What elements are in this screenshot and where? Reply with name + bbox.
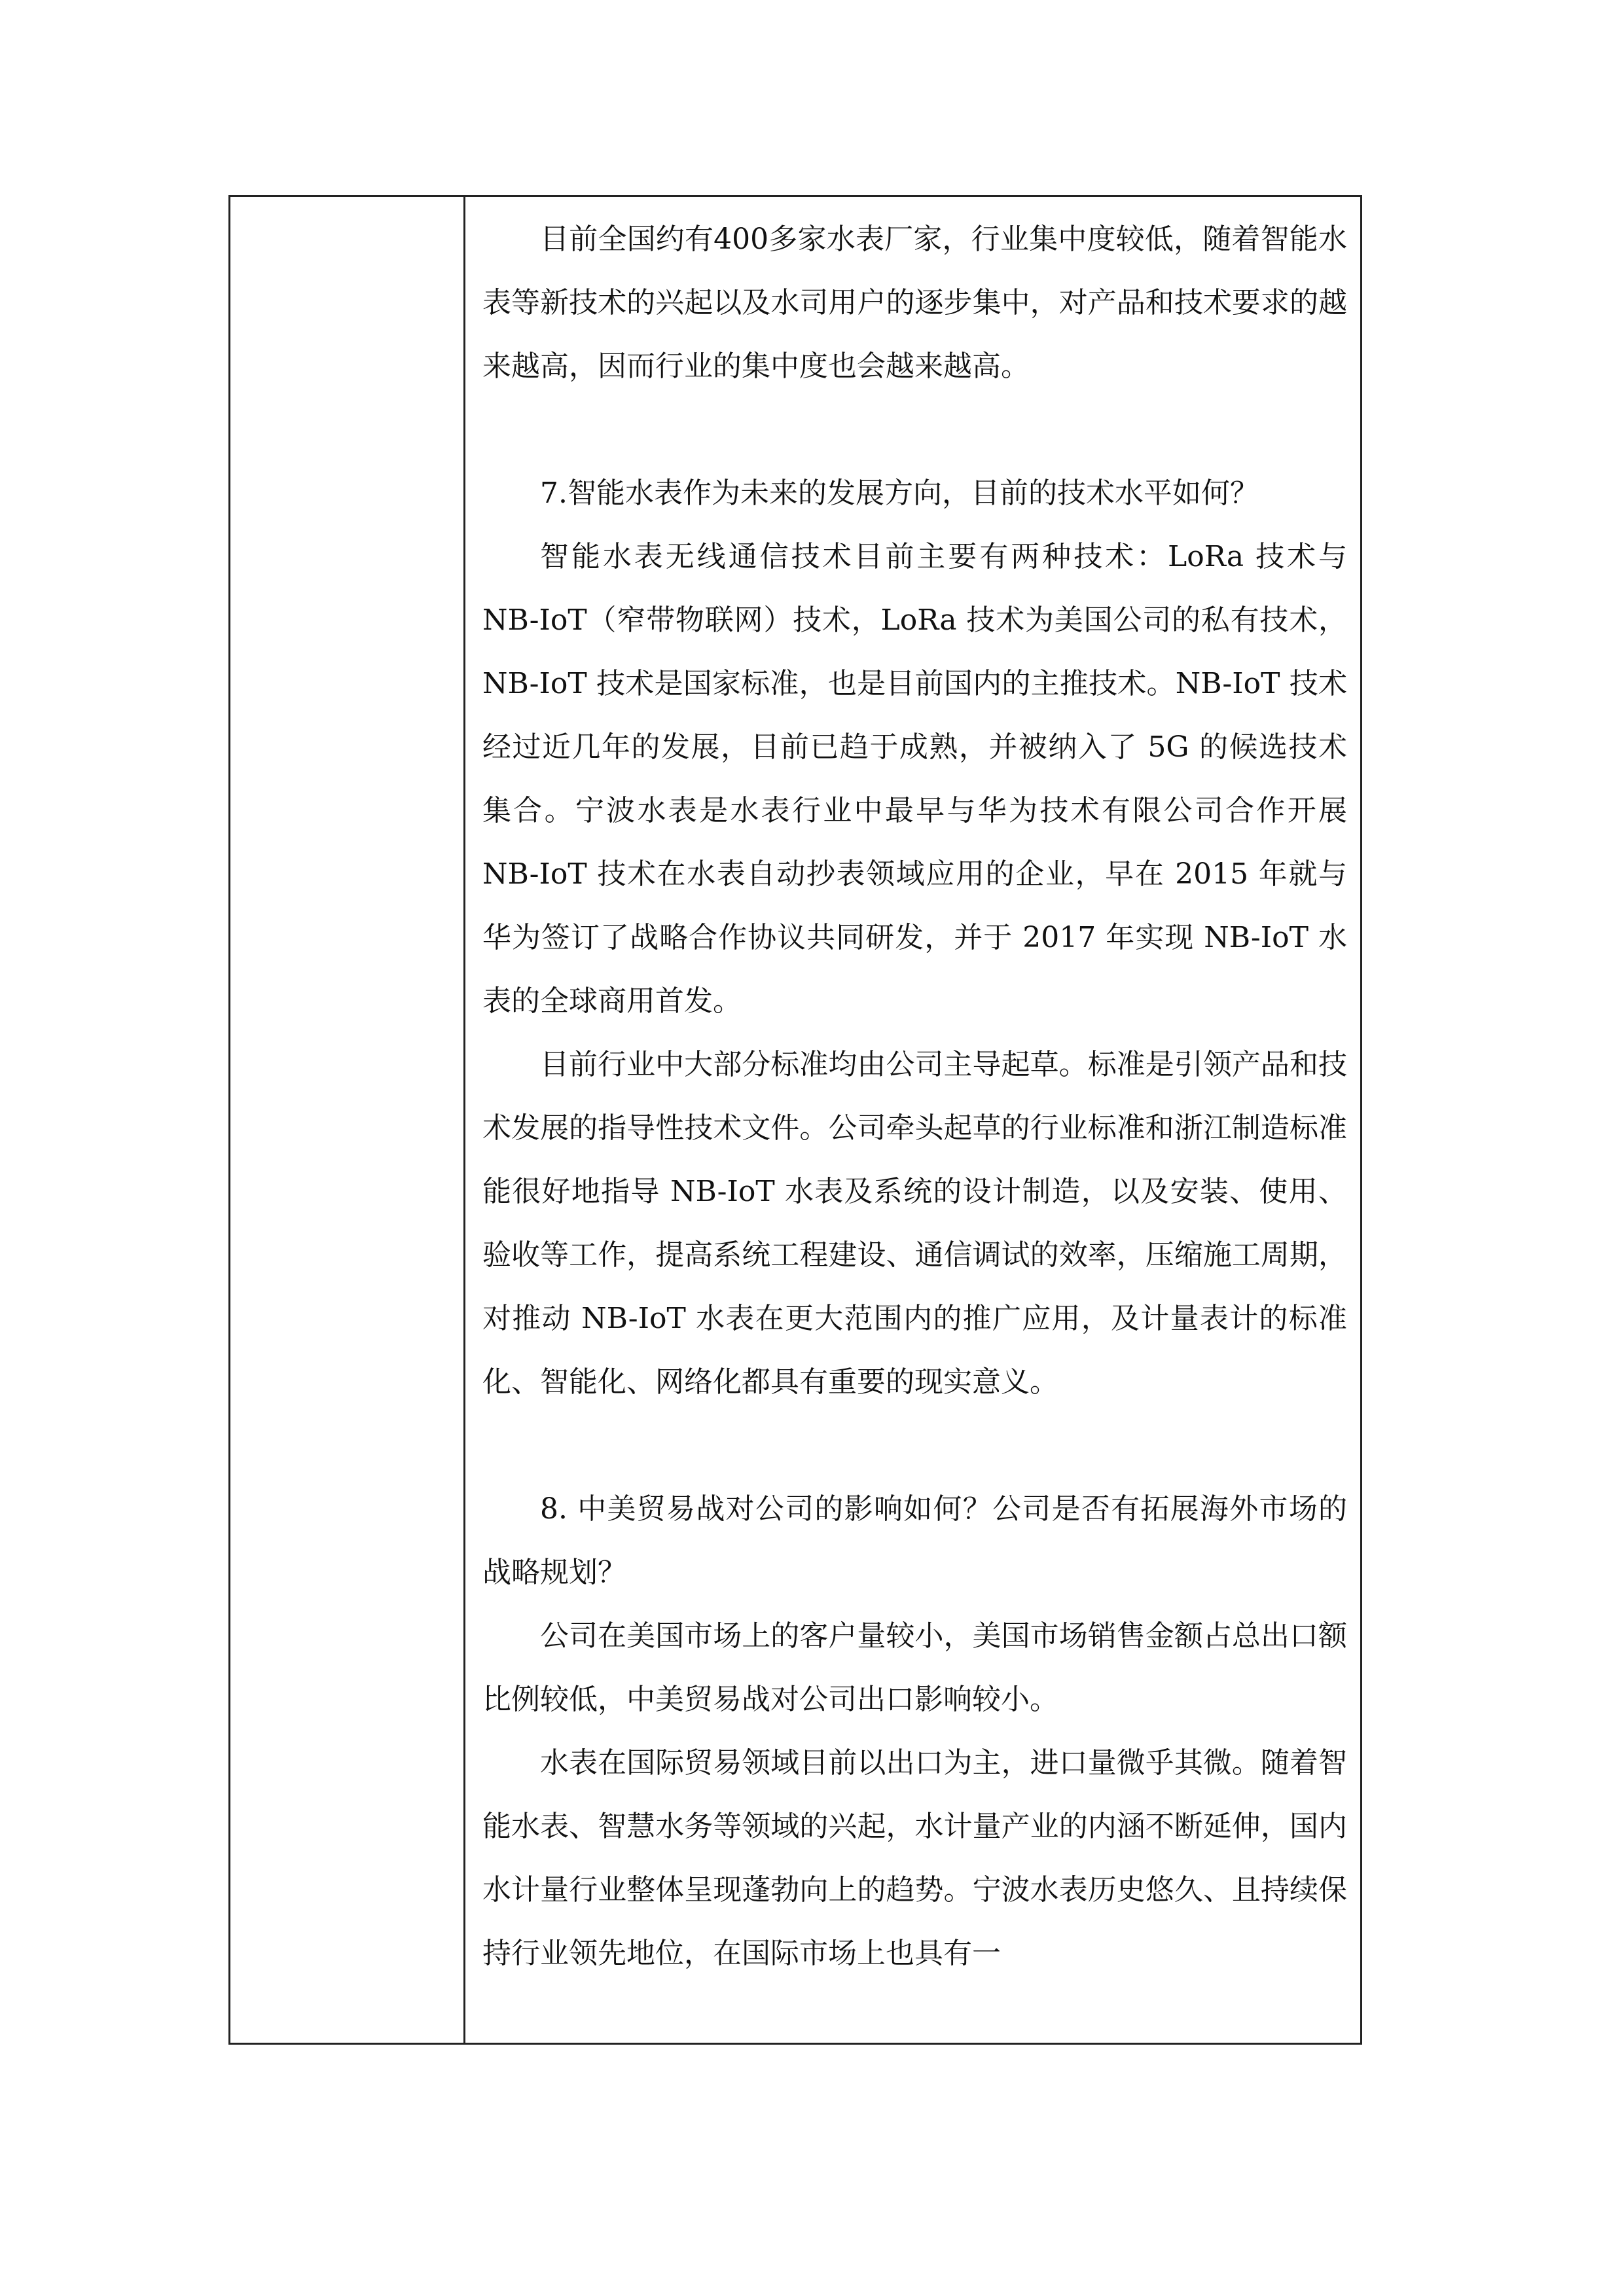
answer-industry-concentration: 目前全国约有400多家水表厂家，行业集中度较低，随着智能水表等新技术的兴起以及水司用户的逐步集中，对产品和技术要求的越来越高，因而行业的集中度也会越来越高。	[482, 223, 1347, 383]
answer-7-technology: 智能水表无线通信技术目前主要有两种技术：LoRa 技术与 NB-IoT（窄带物联网）技术，LoRa 技术为美国公司的私有技术，NB-IoT 技术是国家标准，也是目前国内的主推技术。NB-IoT 技术经过近几年的发展，目前已趋于成熟，并被纳入了 5G 的候选技术集合。宁波水表是水表行业中最早与华为技术有限公司合作开展 NB-IoT 技术在水表自动抄表领域应用的企业，早在 2015 年就与华为签订了战略合作协议共同研发，并于 2017 年实现 NB-IoT 水表的全球商用首发。	[482, 540, 1347, 1018]
table-label-cell	[230, 197, 465, 2043]
question-7: 7.智能水表作为未来的发展方向，目前的技术水平如何？	[540, 476, 1259, 510]
blank-line	[482, 1414, 1347, 1477]
question-8: 8. 中美贸易战对公司的影响如何？公司是否有拓展海外市场的战略规划？	[482, 1492, 1347, 1589]
qa-table	[228, 195, 1362, 2045]
table-content-cell	[465, 197, 1360, 2043]
answer-8-us-market: 公司在美国市场上的客户量较小，美国市场销售金额占总出口额比例较低，中美贸易战对公司出口影响较小。	[482, 1619, 1347, 1716]
blank-line	[482, 398, 1347, 461]
answer-7-standards: 目前行业中大部分标准均由公司主导起草。标准是引领产品和技术发展的指导性技术文件。公司牵头起草的行业标准和浙江制造标准能很好地指导 NB-IoT 水表及系统的设计制造，以及安装、使用、验收等工作，提高系统工程建设、通信调试的效率，压缩施工周期，对推动 NB-IoT 水表在更大范围内的推广应用，及计量表计的标准化、智能化、网络化都具有重要的现实意义。	[482, 1048, 1347, 1399]
answer-8-international-trade: 水表在国际贸易领域目前以出口为主，进口量微乎其微。随着智能水表、智慧水务等领域的兴起，水计量产业的内涵不断延伸，国内水计量行业整体呈现蓬勃向上的趋势。宁波水表历史悠久、且持续保持行业领先地位，在国际市场上也具有一	[482, 1746, 1347, 1970]
